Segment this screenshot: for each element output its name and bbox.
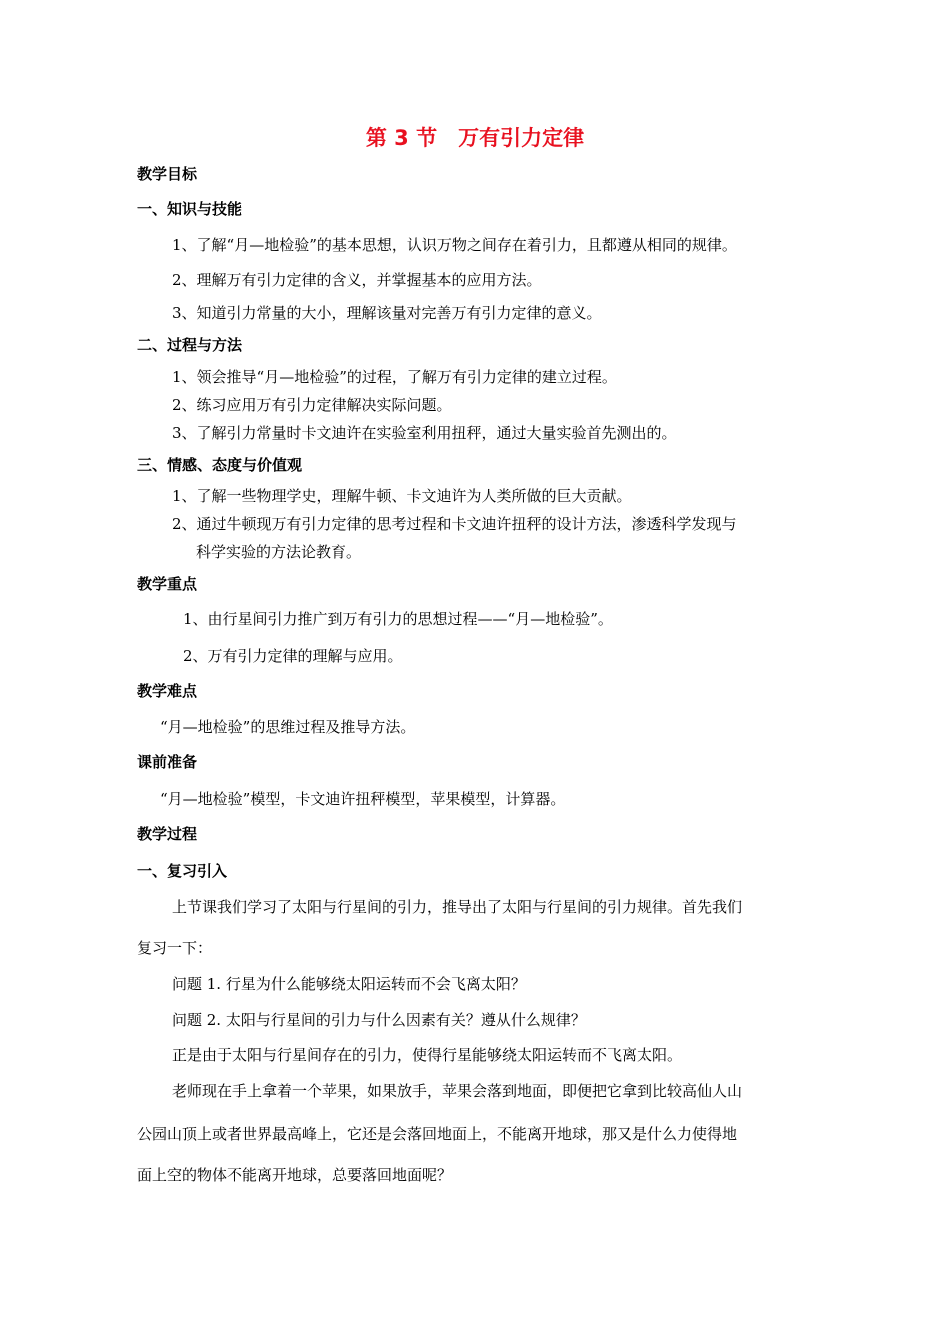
paragraph-line: 公园山顶上或者世界最高峰上，它还是会落回地面上，不能离开地球，那又是什么力使得地 xyxy=(137,1125,738,1143)
process-item: 2、练习应用万有引力定律解决实际问题。 xyxy=(172,396,452,414)
emotion-values-heading: 三、情感、态度与价值观 xyxy=(137,456,303,474)
review-intro-heading: 一、复习引入 xyxy=(137,862,228,880)
teaching-process-heading: 教学过程 xyxy=(137,825,198,843)
question-line: 问题 2. 太阳与行星间的引力与什么因素有关？遵从什么规律？ xyxy=(172,1011,586,1029)
emotion-item: 1、了解一些物理学史，理解牛顿、卡文迪许为人类所做的巨大贡献。 xyxy=(172,487,632,505)
paragraph-line: 上节课我们学习了太阳与行星间的引力，推导出了太阳与行星间的引力规律。首先我们 xyxy=(172,898,743,916)
key-point-item: 2、万有引力定律的理解与应用。 xyxy=(183,647,403,665)
preparation-text: “月—地检验”模型，卡文迪许扭秤模型，苹果模型，计算器。 xyxy=(160,790,566,808)
preparation-heading: 课前准备 xyxy=(137,753,198,771)
paragraph-line: 老师现在手上拿着一个苹果，如果放手，苹果会落到地面，即便把它拿到比较高仙人山 xyxy=(172,1082,743,1100)
knowledge-item: 2、理解万有引力定律的含义，并掌握基本的应用方法。 xyxy=(172,271,542,289)
process-item: 1、领会推导“月—地检验”的过程，了解万有引力定律的建立过程。 xyxy=(172,368,617,386)
key-points-heading: 教学重点 xyxy=(137,575,198,593)
paragraph-line: 正是由于太阳与行星间存在的引力，使得行星能够绕太阳运转而不飞离太阳。 xyxy=(172,1046,683,1064)
knowledge-item: 3、知道引力常量的大小，理解该量对完善万有引力定律的意义。 xyxy=(172,304,602,322)
teaching-goals-heading: 教学目标 xyxy=(137,165,198,183)
knowledge-item: 1、了解“月—地检验”的基本思想，认识万物之间存在着引力，且都遵从相同的规律。 xyxy=(172,236,737,254)
page-title: 第 3 节 万有引力定律 xyxy=(365,126,585,150)
process-method-heading: 二、过程与方法 xyxy=(137,336,243,354)
paragraph-line: 复习一下： xyxy=(137,939,213,957)
paragraph-line: 面上空的物体不能离开地球，总要落回地面呢？ xyxy=(137,1166,453,1184)
emotion-item-continued: 科学实验的方法论教育。 xyxy=(196,543,362,561)
difficulties-text: “月—地检验”的思维过程及推导方法。 xyxy=(160,718,416,736)
process-item: 3、了解引力常量时卡文迪许在实验室利用扭秤，通过大量实验首先测出的。 xyxy=(172,424,677,442)
question-line: 问题 1. 行星为什么能够绕太阳运转而不会飞离太阳？ xyxy=(172,975,526,993)
key-point-item: 1、由行星间引力推广到万有引力的思想过程——“月—地检验”。 xyxy=(183,610,613,628)
emotion-item: 2、通过牛顿现万有引力定律的思考过程和卡文迪许扭秤的设计方法，渗透科学发现与 xyxy=(172,515,737,533)
difficulties-heading: 教学难点 xyxy=(137,682,198,700)
knowledge-skills-heading: 一、知识与技能 xyxy=(137,200,243,218)
